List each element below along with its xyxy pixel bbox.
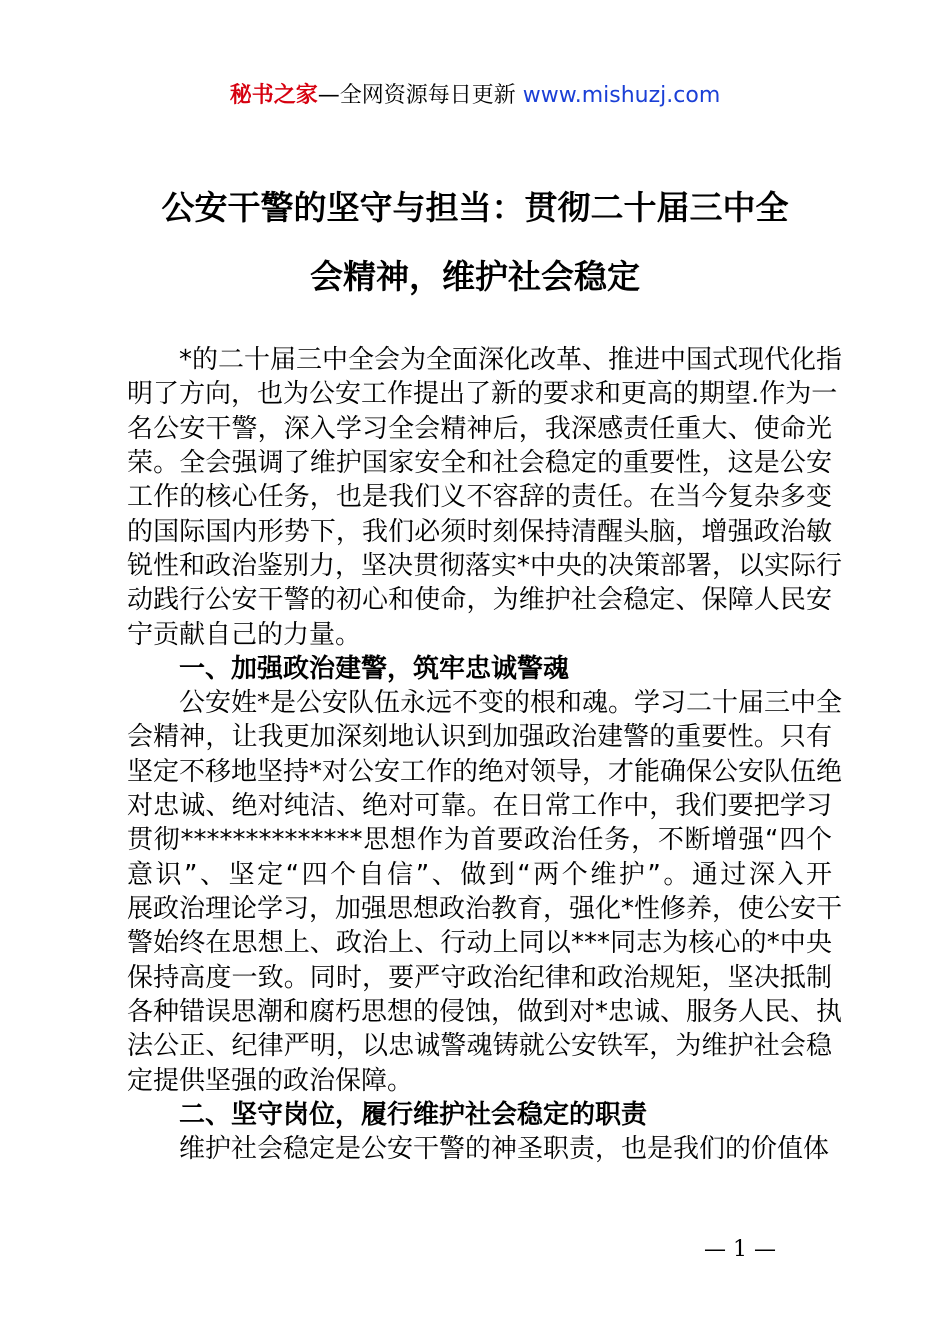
paragraph-3-line: 维护社会稳定是公安干警的神圣职责，也是我们的价值体 [179, 1134, 830, 1165]
site-name: 秘书之家 [229, 83, 318, 108]
paragraph-2-line: 各种错误思潮和腐朽思想的侵蚀，做到对*忠诚、服务人民、执 [127, 996, 843, 1027]
paragraph-2-line: 公安姓*是公安队伍永远不变的根和魂。学习二十届三中全 [179, 688, 843, 719]
paragraph-1-line: 荣。全会强调了维护国家安全和社会稳定的重要性，这是公安 [127, 447, 832, 478]
paragraph-1-line: *的二十届三中全会为全面深化改革、推进中国式现代化指 [179, 345, 843, 375]
paragraph-2-line: 警始终在思想上、政治上、行动上同以***同志为核心的*中央 [127, 928, 832, 959]
paragraph-1-line: 动践行公安干警的初心和使命，为维护社会稳定、保障人民安 [127, 585, 832, 616]
document-body [127, 343, 843, 1167]
site-header [0, 82, 950, 110]
paragraph-2-line: 贯彻**************思想作为首要政治任务，不断增强“四个 [127, 825, 832, 856]
paragraph-1-line: 锐性和政治鉴别力，坚决贯彻落实*中央的决策部署，以实际行 [127, 550, 843, 581]
site-tagline: —全网资源每日更新 [317, 83, 516, 108]
section-heading-1: 一、加强政治建警，筑牢忠诚警魂 [179, 653, 570, 684]
paragraph-2-line: 定提供坚强的政治保障。 [127, 1065, 414, 1096]
paragraph-2-line: 法公正、纪律严明，以忠诚警魂铸就公安铁军，为维护社会稳 [127, 1031, 832, 1062]
section-heading-2: 二、坚守岗位，履行维护社会稳定的职责 [179, 1099, 648, 1130]
paragraph-1-line: 工作的核心任务，也是我们义不容辞的责任。在当今复杂多变 [127, 482, 832, 513]
document-title-line-1: 公安干警的坚守与担当：贯彻二十届三中全 [161, 188, 789, 227]
paragraph-1-line: 名公安干警，深入学习全会精神后，我深感责任重大、使命光 [127, 413, 832, 444]
paragraph-2-line: 会精神，让我更加深刻地认识到加强政治建警的重要性。只有 [127, 722, 832, 753]
paragraph-2-line: 坚定不移地坚持*对公安工作的绝对领导，才能确保公安队伍绝 [127, 756, 843, 787]
paragraph-1-line: 的国际国内形势下，我们必须时刻保持清醒头脑，增强政治敏 [127, 516, 832, 547]
paragraph-2-line: 对忠诚、绝对纯洁、绝对可靠。在日常工作中，我们要把学习 [127, 791, 832, 822]
document-title-line-2: 会精神，维护社会稳定 [310, 257, 640, 296]
paragraph-1-line: 明了方向，也为公安工作提出了新的要求和更高的期望.作为一 [127, 379, 838, 410]
paragraph-1-line: 宁贡献自己的力量。 [127, 619, 362, 650]
paragraph-2-line: 意识”、坚定“四个自信”、做到“两个维护”。通过深入开 [127, 859, 832, 890]
paragraph-2-line: 保持高度一致。同时，要严守政治纪律和政治规矩，坚决抵制 [127, 962, 832, 993]
page-number: — 1 — [704, 1237, 776, 1262]
paragraph-2-line: 展政治理论学习，加强思想政治教育，强化*性修养，使公安干 [127, 894, 843, 924]
site-url-link[interactable]: www.mishuzj.com [522, 83, 721, 108]
